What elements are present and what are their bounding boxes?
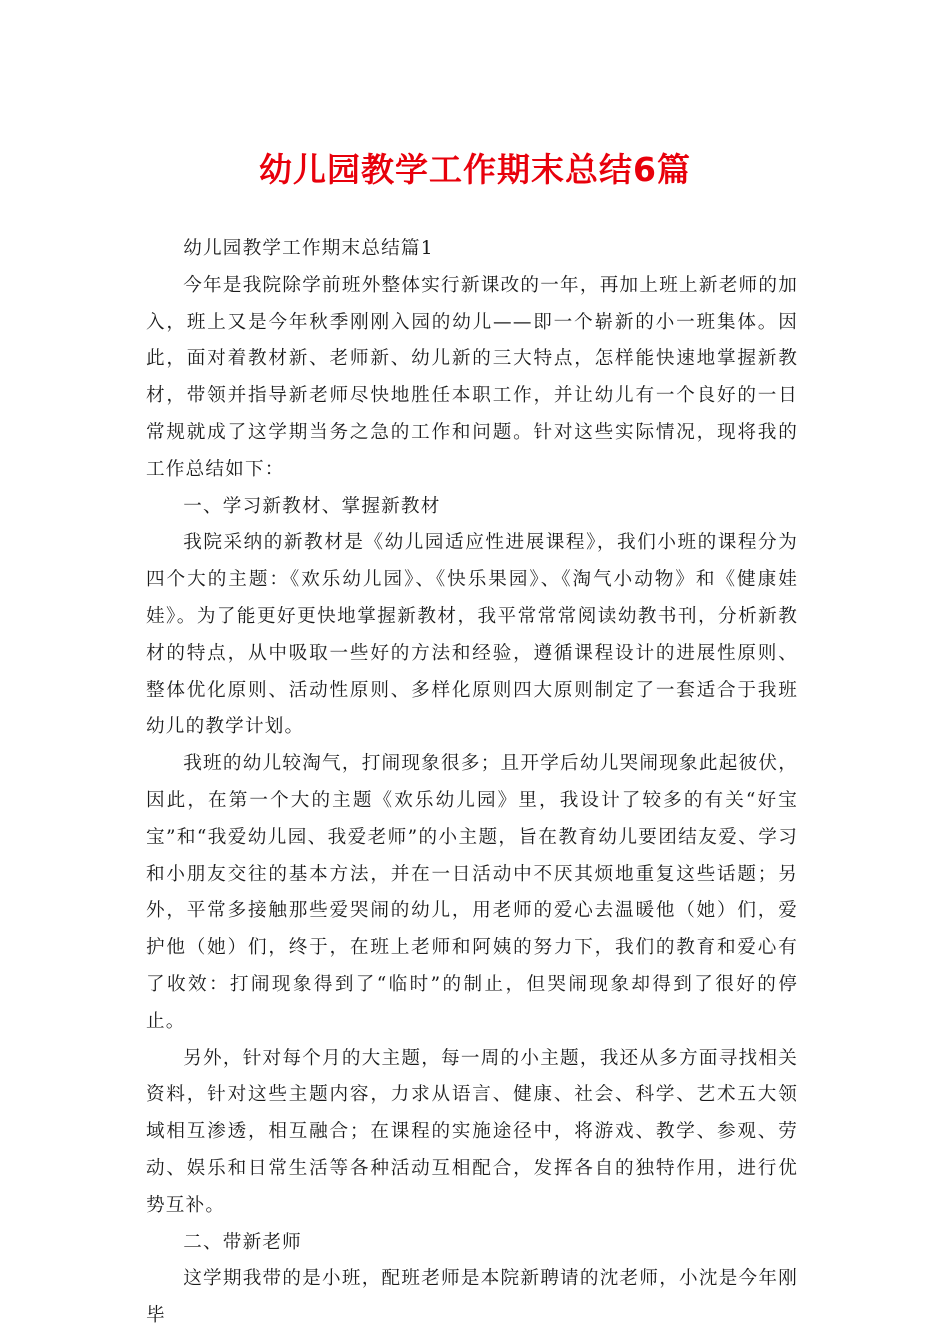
- paragraph-new-teacher: 这学期我带的是小班，配班老师是本院新聘请的沈老师，小沈是今年刚毕: [146, 1268, 798, 1327]
- document-title: 幼儿园教学工作期末总结6篇: [259, 150, 691, 189]
- paragraph-monthly-themes: 另外，针对每个月的大主题，每一周的小主题，我还从多方面寻找相关资料，针对这些主题内容，力求从语言、健康、社会、科学、艺术五大领域相互渗透，相互融合；在课程的实施途径中，将游戏、教学、参观、劳动、娱乐和日常生活等各种活动互相配合，发挥各自的独特作用，进行优势互补。: [146, 1047, 798, 1216]
- paragraph-new-materials: 我院采纳的新教材是《幼儿园适应性进展课程》，我们小班的课程分为四个大的主题：《欢乐幼儿园》、《快乐果园》、《淘气小动物》和《健康娃娃》。为了能更好更快地掌握新教材，我平常常常阅读幼教书刊，分析新教材的特点，从中吸取一些好的方法和经验，遵循课程设计的进展性原则、整体优化原则、活动性原则、多样化原则四大原则制定了一套适合于我班幼儿的教学计划。: [146, 532, 798, 738]
- document-body: [146, 231, 798, 1335]
- section-heading-article-1: 幼儿园教学工作期末总结篇1: [183, 238, 434, 259]
- paragraph-class-behavior: 我班的幼儿较淘气，打闹现象很多；且开学后幼儿哭闹现象此起彼伏，因此，在第一个大的主题《欢乐幼儿园》里，我设计了较多的有关“好宝宝”和“我爱幼儿园、我爱老师”的小主题，旨在教育幼儿要团结友爱、学习和小朋友交往的基本方法，并在一日活动中不厌其烦地重复这些话题；另外，平常多接触那些爱哭闹的幼儿，用老师的爱心去温暖他（她）们，爱护他（她）们，终于，在班上老师和阿姨的努力下，我们的教育和爱心有了收效：打闹现象得到了“临时”的制止，但哭闹现象却得到了很好的停止。: [146, 753, 798, 1032]
- section-heading-2: 二、带新老师: [183, 1231, 302, 1253]
- section-heading-1: 一、学习新教材、掌握新教材: [183, 495, 441, 517]
- paragraph-intro: 今年是我院除学前班外整体实行新课改的一年，再加上班上新老师的加入，班上又是今年秋季刚刚入园的幼儿——即一个崭新的小一班集体。因此，面对着教材新、老师新、幼儿新的三大特点，怎样能快速地掌握新教材，带领并指导新老师尽快地胜任本职工作，并让幼儿有一个良好的一日常规就成了这学期当务之急的工作和问题。针对这些实际情况，现将我的工作总结如下：: [146, 274, 798, 480]
